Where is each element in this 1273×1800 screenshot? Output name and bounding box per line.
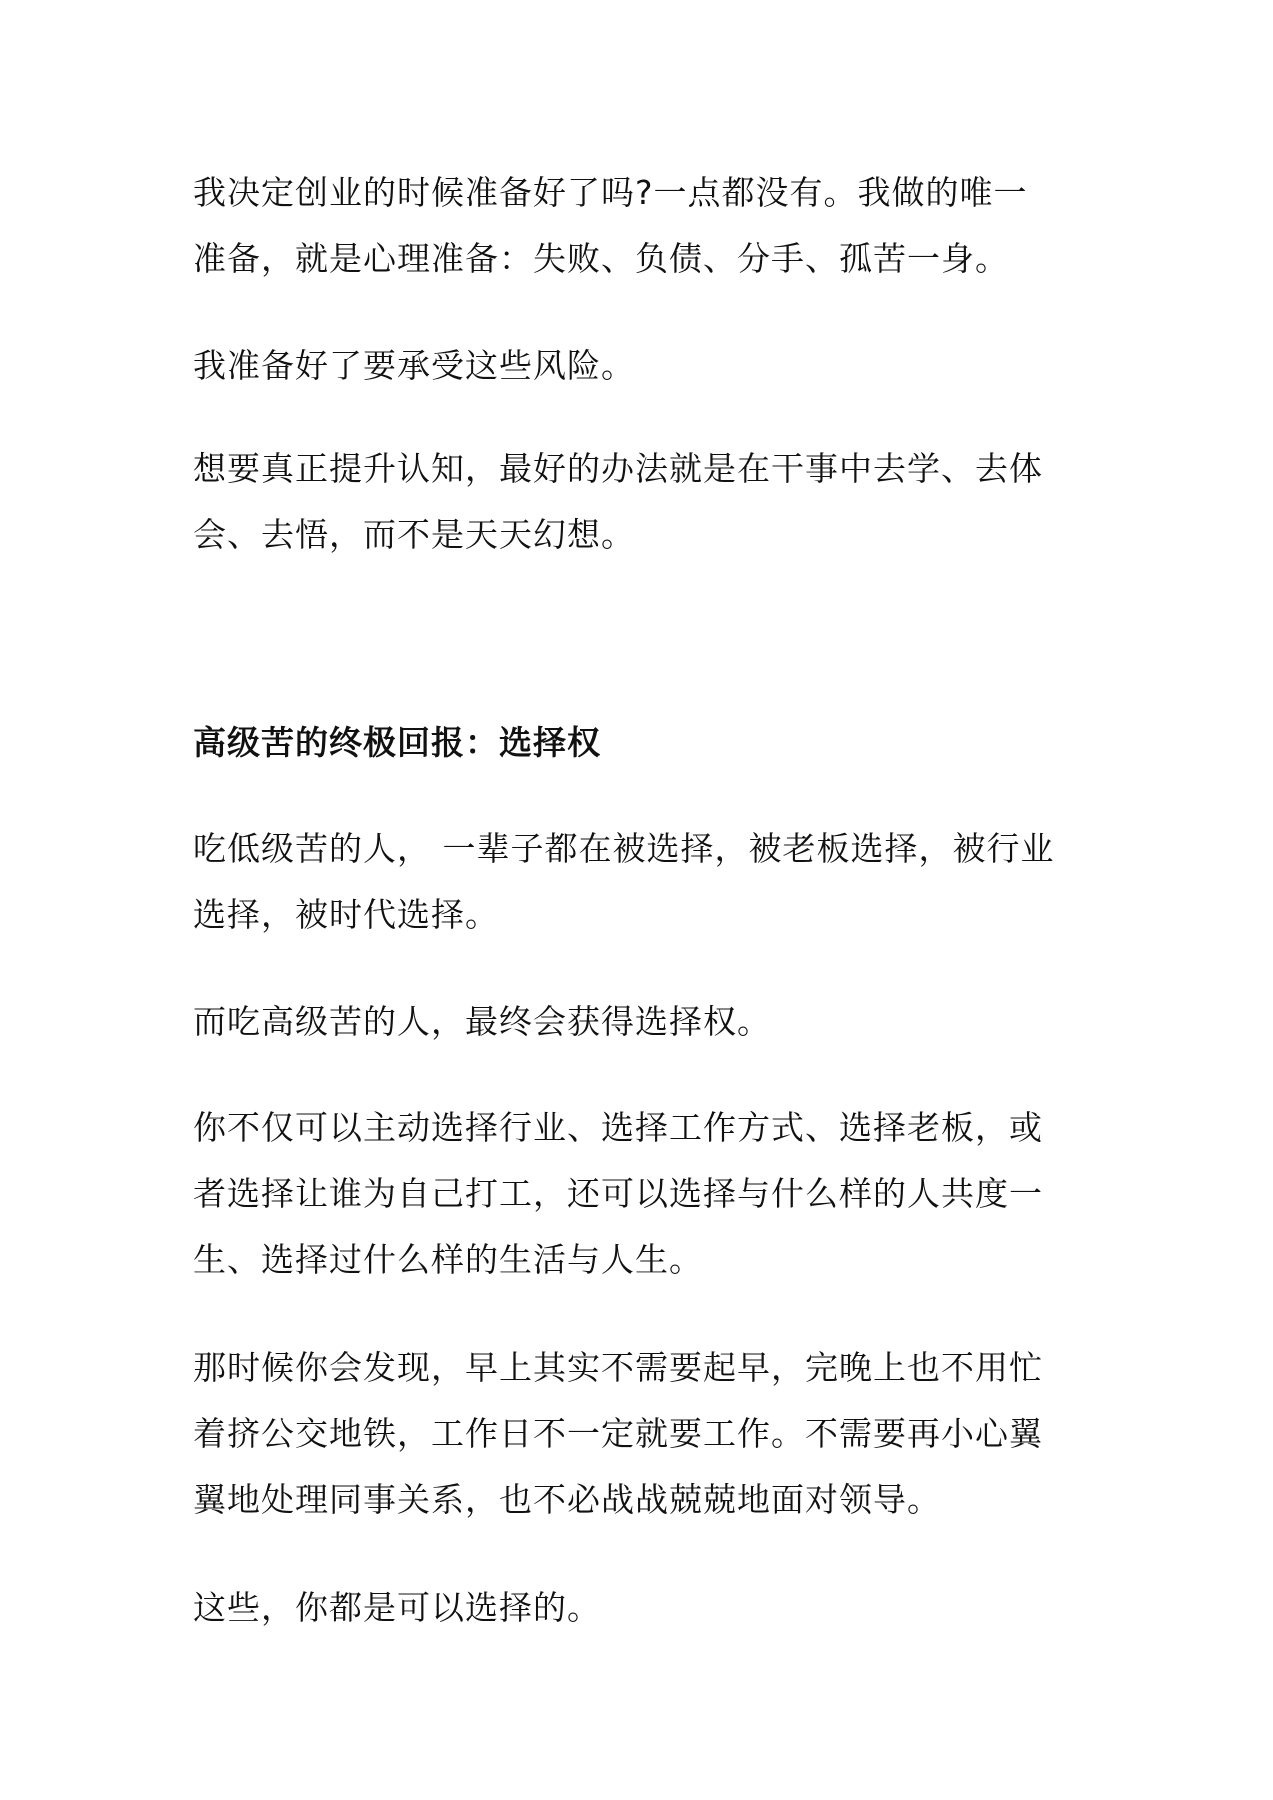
- paragraph-line: 着挤公交地铁，工作日不一定就要工作。不需要再小心翼: [193, 1414, 1043, 1453]
- paragraph-line: 选择，被时代选择。: [193, 895, 499, 934]
- paragraph: [193, 816, 1083, 948]
- paragraph-line: 我准备好了要承受这些风险。: [193, 346, 635, 385]
- paragraph-line: 会、去悟，而不是天天幻想。: [193, 515, 635, 554]
- paragraph: [193, 160, 1083, 292]
- paragraph-line: 准备，就是心理准备：失败、负债、分手、孤苦一身。: [193, 239, 1009, 278]
- paragraph-line: 那时候你会发现，早上其实不需要起早，完晚上也不用忙: [193, 1348, 1043, 1387]
- paragraph: [193, 1335, 1083, 1533]
- paragraph: [193, 1575, 1083, 1641]
- paragraph-line: 者选择让谁为自己打工，还可以选择与什么样的人共度一: [193, 1174, 1043, 1213]
- paragraph-line: 想要真正提升认知，最好的办法就是在干事中去学、去体: [193, 449, 1043, 488]
- paragraph-line: 生、选择过什么样的生活与人生。: [193, 1240, 703, 1279]
- paragraph-line: 翼地处理同事关系，也不必战战兢兢地面对领导。: [193, 1480, 941, 1519]
- paragraph: [193, 333, 1083, 399]
- paragraph: [193, 989, 1083, 1055]
- paragraph-line: 我决定创业的时候准备好了吗?一点都没有。我做的唯一: [193, 173, 1028, 212]
- section-heading: 高级苦的终极回报：选择权: [193, 723, 601, 762]
- paragraph-line: 吃低级苦的人， 一辈子都在被选择，被老板选择，被行业: [193, 829, 1055, 868]
- paragraph-line: 而吃高级苦的人，最终会获得选择权。: [193, 1002, 771, 1041]
- paragraph-line: 你不仅可以主动选择行业、选择工作方式、选择老板，或: [193, 1108, 1043, 1147]
- paragraph-line: 这些，你都是可以选择的。: [193, 1588, 601, 1627]
- paragraph: [193, 1095, 1083, 1293]
- paragraph: [193, 436, 1083, 568]
